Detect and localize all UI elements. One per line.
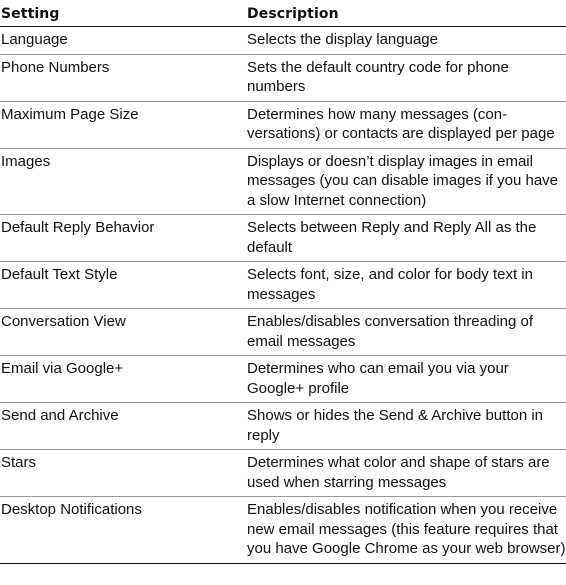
description-cell: Determines what color and shape of stars are used when starring messages [247, 454, 550, 491]
description-cell: Enables/disables notification when you receive new email messages (this feature requires that you have Google Chrome as your web browser) [247, 501, 566, 557]
table-row [0, 309, 566, 356]
table-row [0, 215, 566, 262]
description-cell: Selects font, size, and color for body text in messages [247, 266, 533, 303]
description-cell: Sets the default country code for phone numbers [247, 58, 509, 95]
table-row [0, 450, 566, 497]
header-description: Description [247, 6, 339, 22]
setting-cell: Send and Archive [1, 407, 119, 424]
table-row [0, 102, 566, 149]
table-row [0, 27, 566, 55]
setting-cell: Phone Numbers [1, 58, 110, 76]
description-cell: Selects between Reply and Reply All as the default [247, 219, 537, 256]
table-row [0, 55, 566, 102]
table-row [0, 262, 566, 309]
table-row [0, 149, 566, 216]
description-cell: Enables/disables conversation threading of email messages [247, 313, 534, 350]
setting-cell: Desktop Notifications [1, 501, 142, 518]
description-cell: Shows or hides the Send & Archive button in reply [247, 407, 544, 444]
description-cell: Displays or doesn’t display images in email messages (you can disable images if you have a slow Internet connection) [247, 152, 559, 209]
setting-cell: Stars [1, 454, 37, 471]
table-row [0, 497, 566, 564]
setting-cell: Conversation View [1, 313, 126, 330]
setting-cell: Default Reply Behavior [1, 219, 155, 236]
header-setting: Setting [1, 6, 60, 22]
table-row [0, 403, 566, 450]
setting-cell: Language [1, 31, 68, 48]
description-cell: Selects the display language [247, 31, 438, 48]
setting-cell: Email via Google+ [1, 360, 124, 377]
description-cell: Determines who can email you via your Google+ profile [247, 360, 509, 397]
table-row [0, 356, 566, 403]
setting-cell: Images [1, 152, 51, 170]
setting-cell: Maximum Page Size [1, 105, 139, 123]
description-cell: Determines how many messages (con-versations) or contacts are displayed per page [247, 105, 555, 142]
setting-cell: Default Text Style [1, 266, 118, 283]
table-header [0, 0, 566, 27]
